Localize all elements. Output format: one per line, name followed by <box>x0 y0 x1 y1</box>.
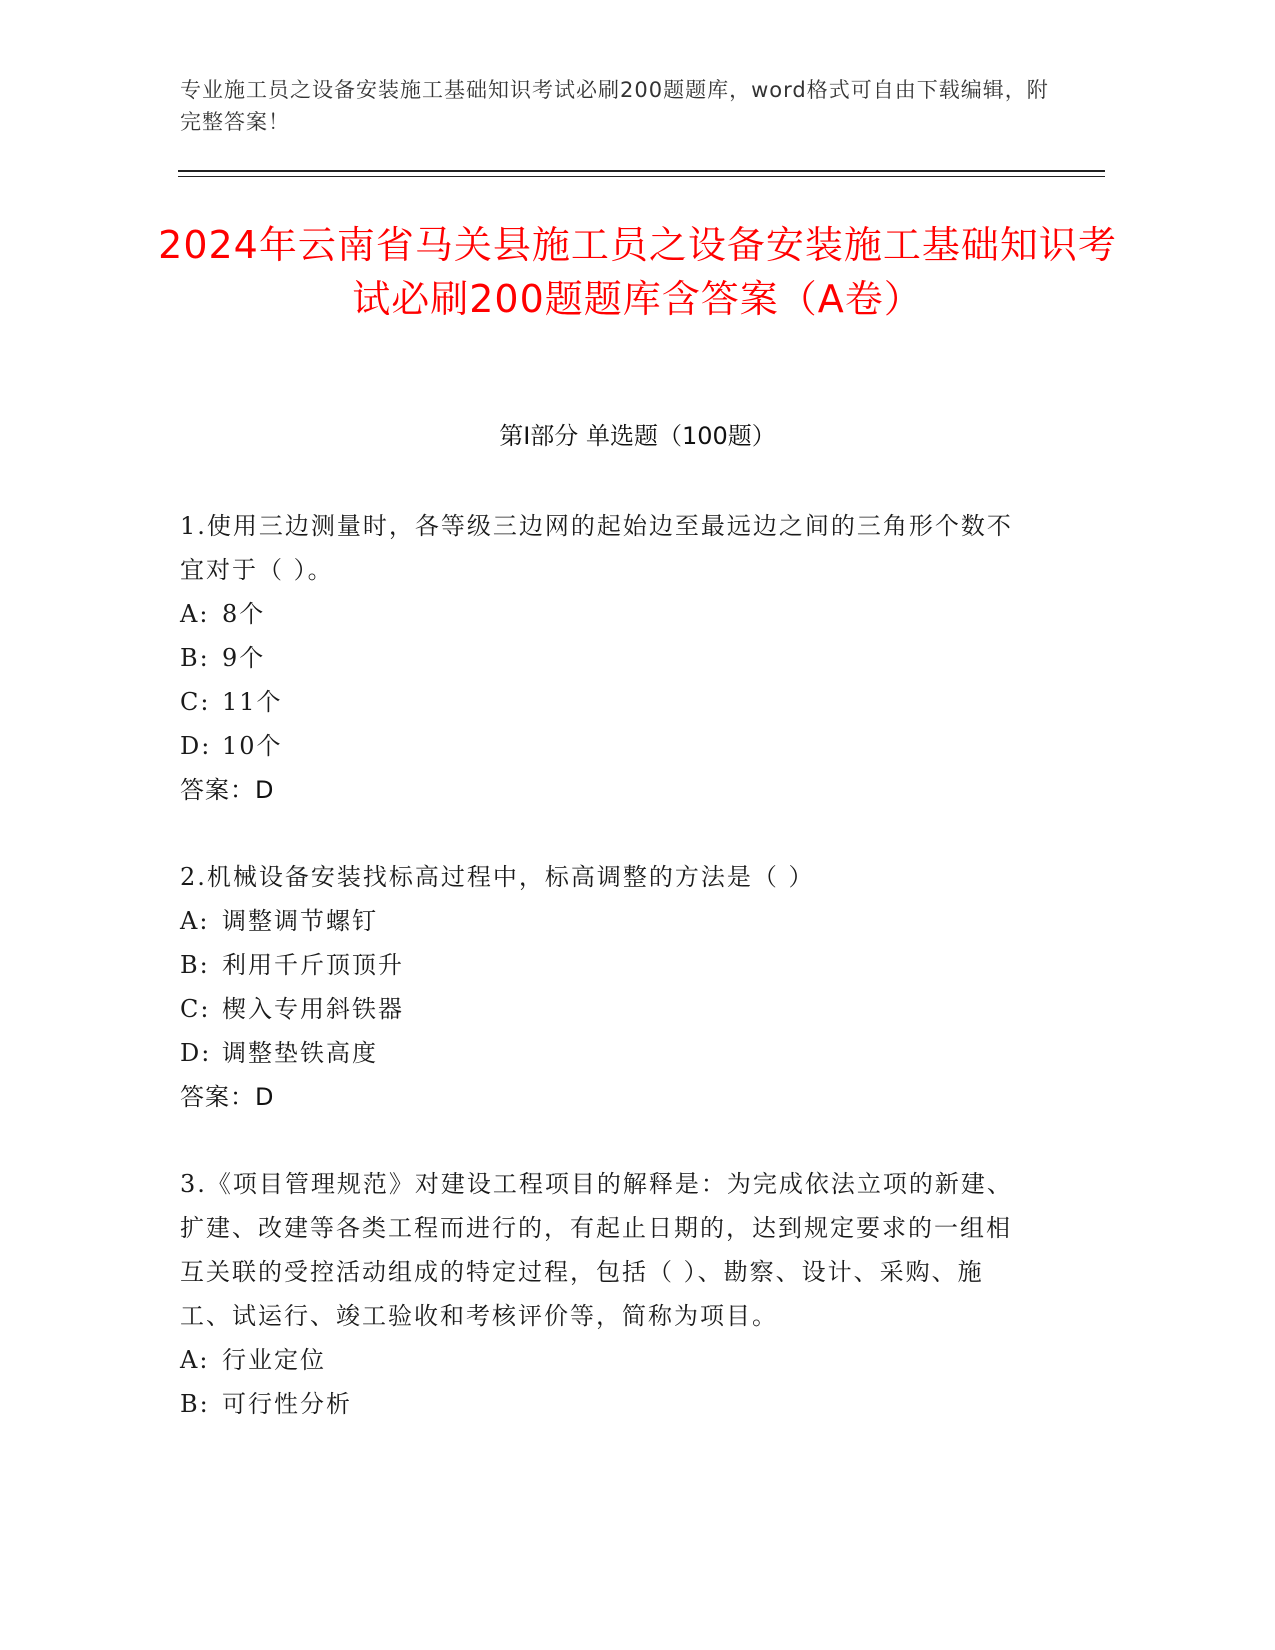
option-key: C: <box>180 688 211 716</box>
option-a <box>180 899 1030 943</box>
option-text: 9个 <box>222 644 266 672</box>
question-2 <box>180 855 1030 1119</box>
answer-line: 答案：D <box>180 1083 275 1111</box>
option-text: 调整调节螺钉 <box>222 907 378 935</box>
option-key: A: <box>180 907 210 935</box>
option-text: 楔入专用斜铁器 <box>222 995 404 1023</box>
option-a <box>180 1338 1030 1382</box>
option-c <box>180 987 1030 1031</box>
option-text: 行业定位 <box>222 1346 326 1374</box>
option-key: D: <box>180 1039 212 1067</box>
option-text: 利用千斤顶顶升 <box>222 951 404 979</box>
option-text: 8个 <box>222 600 266 628</box>
option-c <box>180 680 1030 724</box>
question-list <box>180 504 1030 1469</box>
question-text: 2.机械设备安装找标高过程中，标高调整的方法是（ ） <box>180 863 815 891</box>
question-text: 3.《项目管理规范》对建设工程项目的解释是：为完成依法立项的新建、扩建、改建等各类工程而进行的，有起止日期的，达到规定要求的一组相互关联的受控活动组成的特定过程，包括（ ）、勘察、设计、采购、施工、试运行、竣工验收和考核评价等，简称为项目。 <box>180 1170 1013 1330</box>
option-d <box>180 1031 1030 1075</box>
option-text: 调整垫铁高度 <box>222 1039 378 1067</box>
option-b <box>180 636 1030 680</box>
section-title: 第I部分 单选题（100题） <box>499 422 776 450</box>
option-b <box>180 943 1030 987</box>
option-key: C: <box>180 995 211 1023</box>
header-rule-thick <box>178 170 1105 172</box>
document-title: 2024年云南省马关县施工员之设备安装施工基础知识考试必刷200题题库含答案（A卷） <box>158 223 1117 321</box>
option-b <box>180 1382 1030 1426</box>
option-text: 可行性分析 <box>222 1390 352 1418</box>
question-3 <box>180 1162 1030 1426</box>
option-a <box>180 592 1030 636</box>
option-key: A: <box>180 1346 210 1374</box>
option-key: D: <box>180 732 212 760</box>
option-key: B: <box>180 644 210 672</box>
option-text: 10个 <box>222 732 283 760</box>
question-1 <box>180 504 1030 812</box>
option-d <box>180 724 1030 768</box>
option-key: A: <box>180 600 210 628</box>
question-text: 1.使用三边测量时，各等级三边网的起始边至最远边之间的三角形个数不宜对于（ ）。 <box>180 512 1013 584</box>
header-rule-thin <box>178 176 1105 177</box>
option-key: B: <box>180 1390 210 1418</box>
answer-line: 答案：D <box>180 776 275 804</box>
option-text: 11个 <box>222 688 283 716</box>
option-key: B: <box>180 951 210 979</box>
header-note: 专业施工员之设备安装施工基础知识考试必刷200题题库，word格式可自由下载编辑，附完整答案！ <box>180 78 1049 134</box>
